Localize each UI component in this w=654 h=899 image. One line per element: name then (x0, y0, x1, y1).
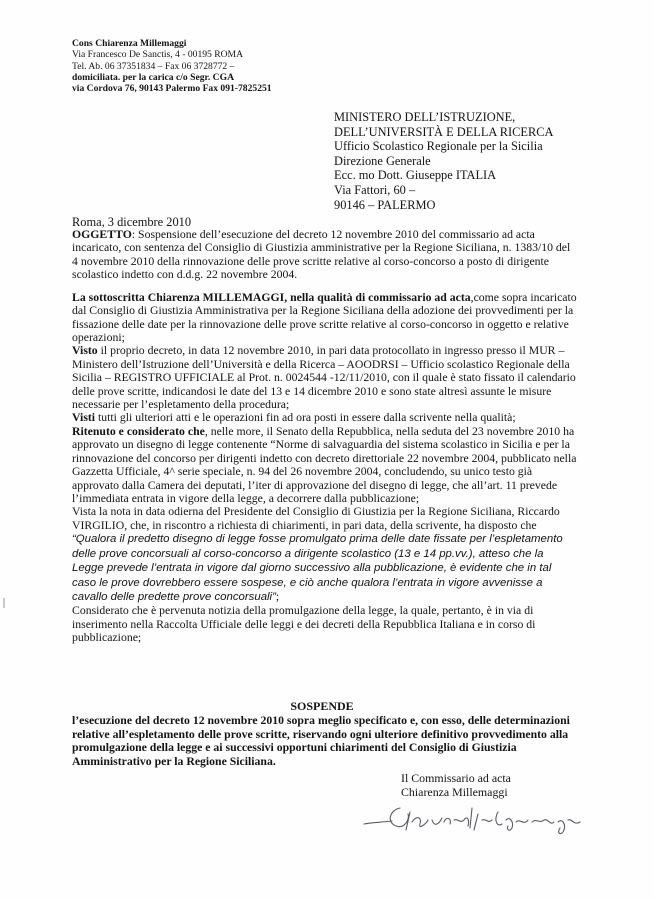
sender-domicile: domiciliata. per la carica c/o Segr. CGA (72, 71, 235, 83)
considerato-text: Considerato che è pervenuta notizia della promulgazione della legge, la quale, pertanto, è in via di inserimento nella Raccolta Ufficiale delle leggi e dei decreti della Repubblica Italiana e in corso di pubblicazione; (72, 604, 536, 645)
letter-date: Roma, 3 dicembre 2010 (72, 215, 192, 229)
ritenuto-label: Ritenuto e considerato che (72, 424, 205, 438)
recipient-line-7: 90146 – PALERMO (334, 197, 436, 212)
recipient-line-1: MINISTERO DELL’ISTRUZIONE, (334, 110, 516, 124)
signature-role: Il Commissario ad acta (401, 771, 511, 785)
visti-text: tutti gli ulteriori atti e le operazioni fin ad ora posti in essere dalla scrivente nella qualità; (95, 411, 516, 425)
intro-paragraph (72, 291, 577, 345)
intro-text: ,come sopra incaricato dal Consiglio di Giustizia Amministrativa per la Regione Siciliana della adozione dei provvedimenti per la fissazione delle date per la rinnovazione delle prove scritte relative al corso-concorso in oggetto e relative operazioni; (72, 290, 577, 344)
oggetto-text: : Sospensione dell’esecuzione del decreto 12 novembre 2010 del commissario ad acta incaricato, con sentenza del Consiglio di Giustizia amministrative per la Regione Siciliana, n. 1383/10 del 4 novembre 2010 della rinnovazione delle prove scritte relative al corso-concorso a posto di dirigente scolastico indetto con d.d.g. 22 novembre 2004. (72, 228, 571, 282)
sender-domicile-address: via Cordova 76, 90143 Palermo Fax 091-7825251 (72, 83, 272, 95)
vista-quote: “Qualora il predetto disegno di legge fosse promulgato prima delle date fissate per l’espletamento delle prove concorsuali al corso-concorso a dirigente scolastico (13 e 14 pp.vv.), atteso che la Legge prevede l’entrata in vigore dal giorno successivo alla pubblicazione, è evidente che in tal caso le prove dovrebbero essere sospese, e ciò anche qualora l’entrata in vigore avvenisse a cavallo delle predette prove concorsuali” (72, 533, 563, 603)
recipient-line-3: Ufficio Scolastico Regionale per la Sicilia (334, 139, 543, 154)
decision-paragraph: l’esecuzione del decreto 12 novembre 2010 sopra meglio specificato e, con esso, delle determinazioni relative all’espletamento delle prove scritte, riservando ogni ulteriore definitivo provvedimento alla promulgazione della legge e ai successivi opportuni chiarimenti del Consiglio di Giustizia Amministrativo per la Regione Siciliana. (72, 714, 570, 768)
vista-paragraph (72, 505, 577, 604)
visti-label: Visti (72, 411, 96, 425)
visti-paragraph (72, 411, 577, 424)
sospende-heading: SOSPENDE (290, 699, 354, 713)
ritenuto-text: , nelle more, il Senato della Repubblica, nella seduta del 23 novembre 2010 ha approvato un disegno di legge contenente “Norme di salvaguardia del sistema scolastico in Sicilia e per la rinnovazione del concorso per dirigenti indetto con decreto direttoriale 22 novembre 2004, pubblicato nella Gazzetta Ufficiale, 4^ serie speciale, n. 94 del 26 novembre 2004, concludendo, su unico testo già approvato dalla Camera dei deputati, l’iter di approvazione del disegno di legge, che all’art. 11 prevede l’immediata entrata in vigore della legge, a decorrere dalla pubblicazione; (72, 424, 577, 506)
recipient-line-5: Ecc. mo Dott. Giuseppe ITALIA (334, 168, 497, 183)
oggetto-label: OGGETTO (72, 228, 132, 241)
signature-name: Chiarenza Millemaggi (401, 784, 508, 799)
signature-stroke (364, 808, 580, 834)
sender-block (72, 38, 372, 94)
visto-text: il proprio decreto, in data 12 novembre 2010, in pari data protocollato in ingresso presso il MUR – Ministero dell’Istruzione dell’Università e della Ricerca – AOODRSI – Ufficio scolastico Regionale della Sicilia – REGISTRO UFFICIALE al Prot. n. 0024544 -12/11/2010, con il quale è stato fissato il calendario delle prove scritte, indicandosi le date del 13 e 14 dicembre 2010 e sono state altresì assunte le misure necessarie per l’espletamento della procedura; (72, 344, 576, 412)
letter-body (72, 228, 577, 645)
handwritten-signature (352, 800, 592, 840)
sender-name: Cons Chiarenza Millemaggi (72, 38, 187, 49)
considerato-paragraph (72, 604, 577, 644)
vista-tail: ; (275, 589, 280, 603)
recipient-line-2: DELL’UNIVERSITÀ E DELLA RICERCA (334, 124, 554, 139)
intro-bold: La sottoscritta Chiarenza MILLEMAGGI, nella qualità di commissario ad acta (72, 290, 471, 304)
sender-phone-fax: Tel. Ab. 06 37351834 – Fax 06 3728772 – (72, 60, 235, 72)
ritenuto-paragraph (72, 425, 577, 506)
vista-text: Vista la nota in data odierna del Presidente del Consiglio di Giustizia per la Regione Siciliana, Riccardo VIRGILIO, che, in riscontro a richiesta di chiarimenti, in pari data, della scrivente, ha disposto che (72, 505, 560, 532)
scan-mark (3, 598, 5, 608)
oggetto-paragraph (72, 228, 577, 282)
visto-paragraph (72, 344, 577, 411)
paragraph-gap (72, 282, 577, 291)
recipient-line-6: Via Fattori, 60 – (334, 182, 416, 197)
signature-block (401, 772, 511, 800)
recipient-line-4: Direzione Generale (334, 153, 431, 168)
visto-label: Visto (72, 344, 98, 358)
sender-address: Via Francesco De Sanctis, 4 - 00195 ROMA (72, 49, 244, 61)
recipient-block (334, 110, 634, 212)
